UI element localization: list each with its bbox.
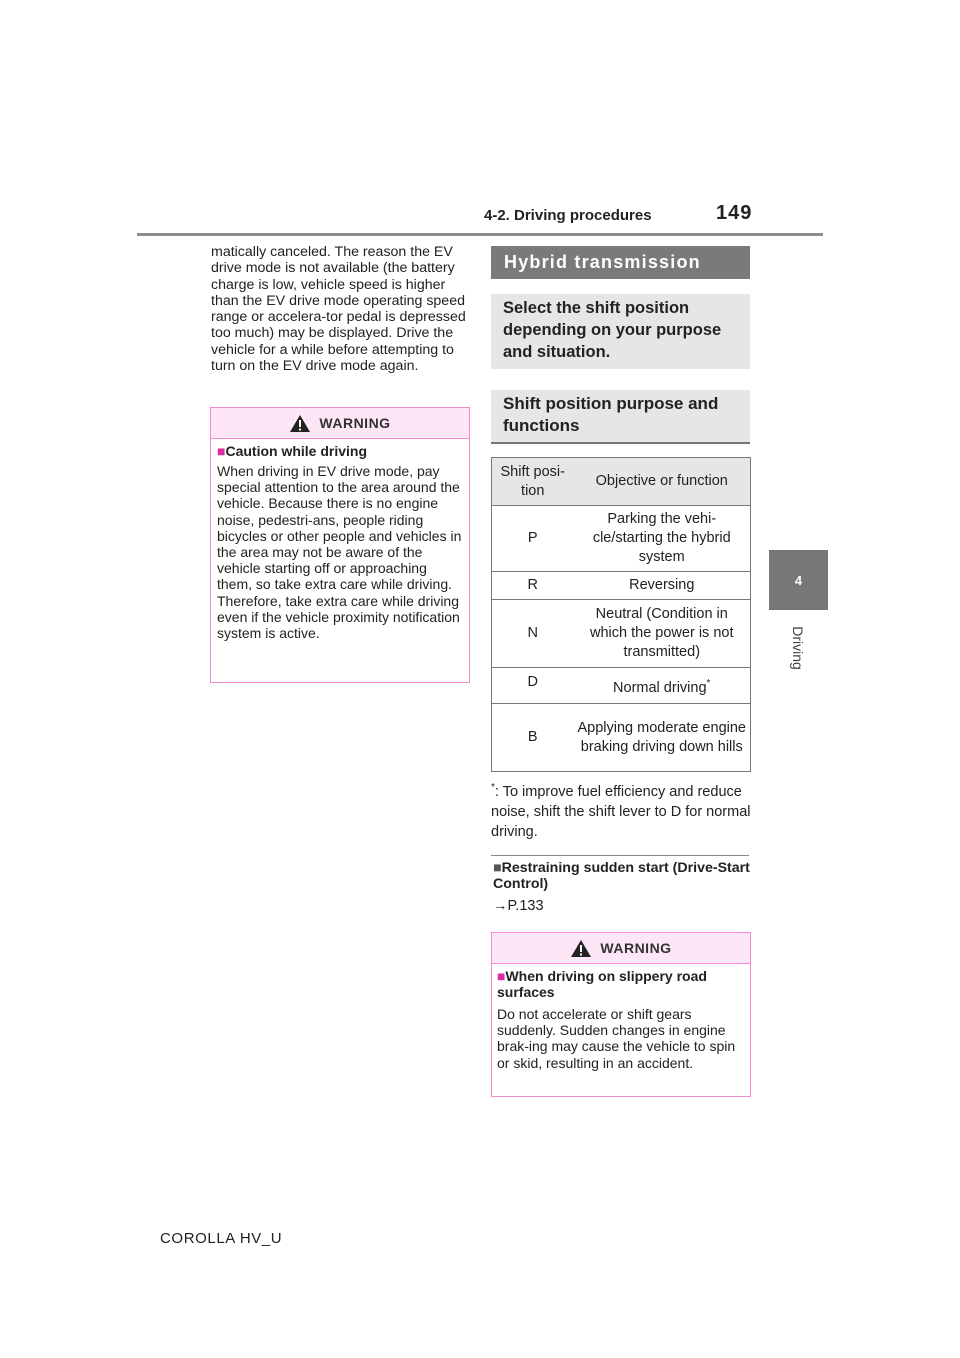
chapter-number: 4 xyxy=(794,572,803,588)
hybrid-title-band xyxy=(491,246,750,279)
warning-header xyxy=(211,408,469,439)
shift-position-table xyxy=(491,457,751,772)
table-row xyxy=(492,600,751,668)
chapter-label-text: Driving xyxy=(790,626,806,670)
table-header-function: Objective or function xyxy=(574,458,751,506)
shift-position-cell: P xyxy=(492,506,574,572)
warning-box-slippery xyxy=(491,932,751,1097)
table-row xyxy=(492,668,751,704)
function-cell: Applying moderate engine braking driving down hills xyxy=(574,704,751,772)
section-title: 4-2. Driving procedures xyxy=(484,207,652,224)
footnote-marker: * xyxy=(706,677,711,689)
warning-body: Do not accelerate or shift gears suddenly. Sudden changes in engine brak-ing may cause the vehicle to spin or skid, resulting in an accident. xyxy=(497,1006,736,1071)
intro-paragraph: matically canceled. The reason the EV drive mode is not available (the battery charge is low, vehicle speed is higher than the EV drive mode operating speed range or accelera-tor pedal is depressed too much) may be displayed. Drive the vehicle for a while before attempting to turn on the EV drive mode again. xyxy=(211,244,466,375)
chapter-tab[interactable] xyxy=(769,550,828,610)
table-row xyxy=(492,572,751,600)
footnote-star: * xyxy=(491,782,495,793)
warning-triangle-icon xyxy=(570,939,592,958)
square-bullet-icon: ■ xyxy=(493,860,502,876)
shift-position-cell: R xyxy=(492,572,574,600)
page-reference-link[interactable]: →P.133 xyxy=(493,898,544,914)
function-cell: Normal driving* xyxy=(574,668,751,704)
warning-title: WARNING xyxy=(600,940,672,956)
warning-header xyxy=(492,933,750,964)
warning-body: When driving in EV drive mode, pay special attention to the area around the vehicle. Because there is no engine noise, pedestri-ans, people riding bicycles or other people and vehicles in the area may not be aware of the vehicle starting off or approaching them, so take extra care while driving. Therefore, take extra care while driving even if the vehicle proximity notification system is active. xyxy=(217,463,462,642)
warning-triangle-icon xyxy=(289,414,311,433)
table-row xyxy=(492,704,751,772)
square-bullet-icon: ■ xyxy=(497,968,506,984)
shift-position-cell: N xyxy=(492,600,574,668)
shift-position-cell: D xyxy=(492,668,574,704)
table-heading-band xyxy=(491,390,750,444)
function-cell: Reversing xyxy=(574,572,751,600)
section-divider xyxy=(491,855,749,856)
footnote-text: : To improve fuel efficiency and reduce noise, shift the shift lever to D for normal driving. xyxy=(491,783,751,840)
table-row xyxy=(492,506,751,572)
restraining-heading: ■Restraining sudden start (Drive-Start Control) xyxy=(493,860,750,892)
table-footnote xyxy=(491,778,751,842)
table-heading: Shift position purpose and functions xyxy=(503,394,719,435)
hybrid-intro-band xyxy=(491,294,750,369)
shift-position-cell: B xyxy=(492,704,574,772)
footer-model: COROLLA HV_U xyxy=(160,1230,283,1247)
hybrid-intro: Select the shift position depending on your purpose and situation. xyxy=(503,299,722,361)
table-header-position: Shift posi-tion xyxy=(492,458,574,506)
function-cell: Neutral (Condition in which the power is not transmitted) xyxy=(574,600,751,668)
warning-box-ev xyxy=(210,407,470,683)
header-rule xyxy=(137,233,823,236)
page-number: 149 xyxy=(716,202,753,224)
square-bullet-icon: ■ xyxy=(217,443,226,459)
warning-subheading: ■Caution while driving xyxy=(217,443,368,459)
function-cell: Parking the vehi-cle/starting the hybrid system xyxy=(574,506,751,572)
warning-subheading: ■When driving on slippery road surfaces xyxy=(497,968,707,1000)
hybrid-title: Hybrid transmission xyxy=(504,252,701,272)
warning-title: WARNING xyxy=(319,415,391,431)
chapter-label xyxy=(770,612,826,686)
